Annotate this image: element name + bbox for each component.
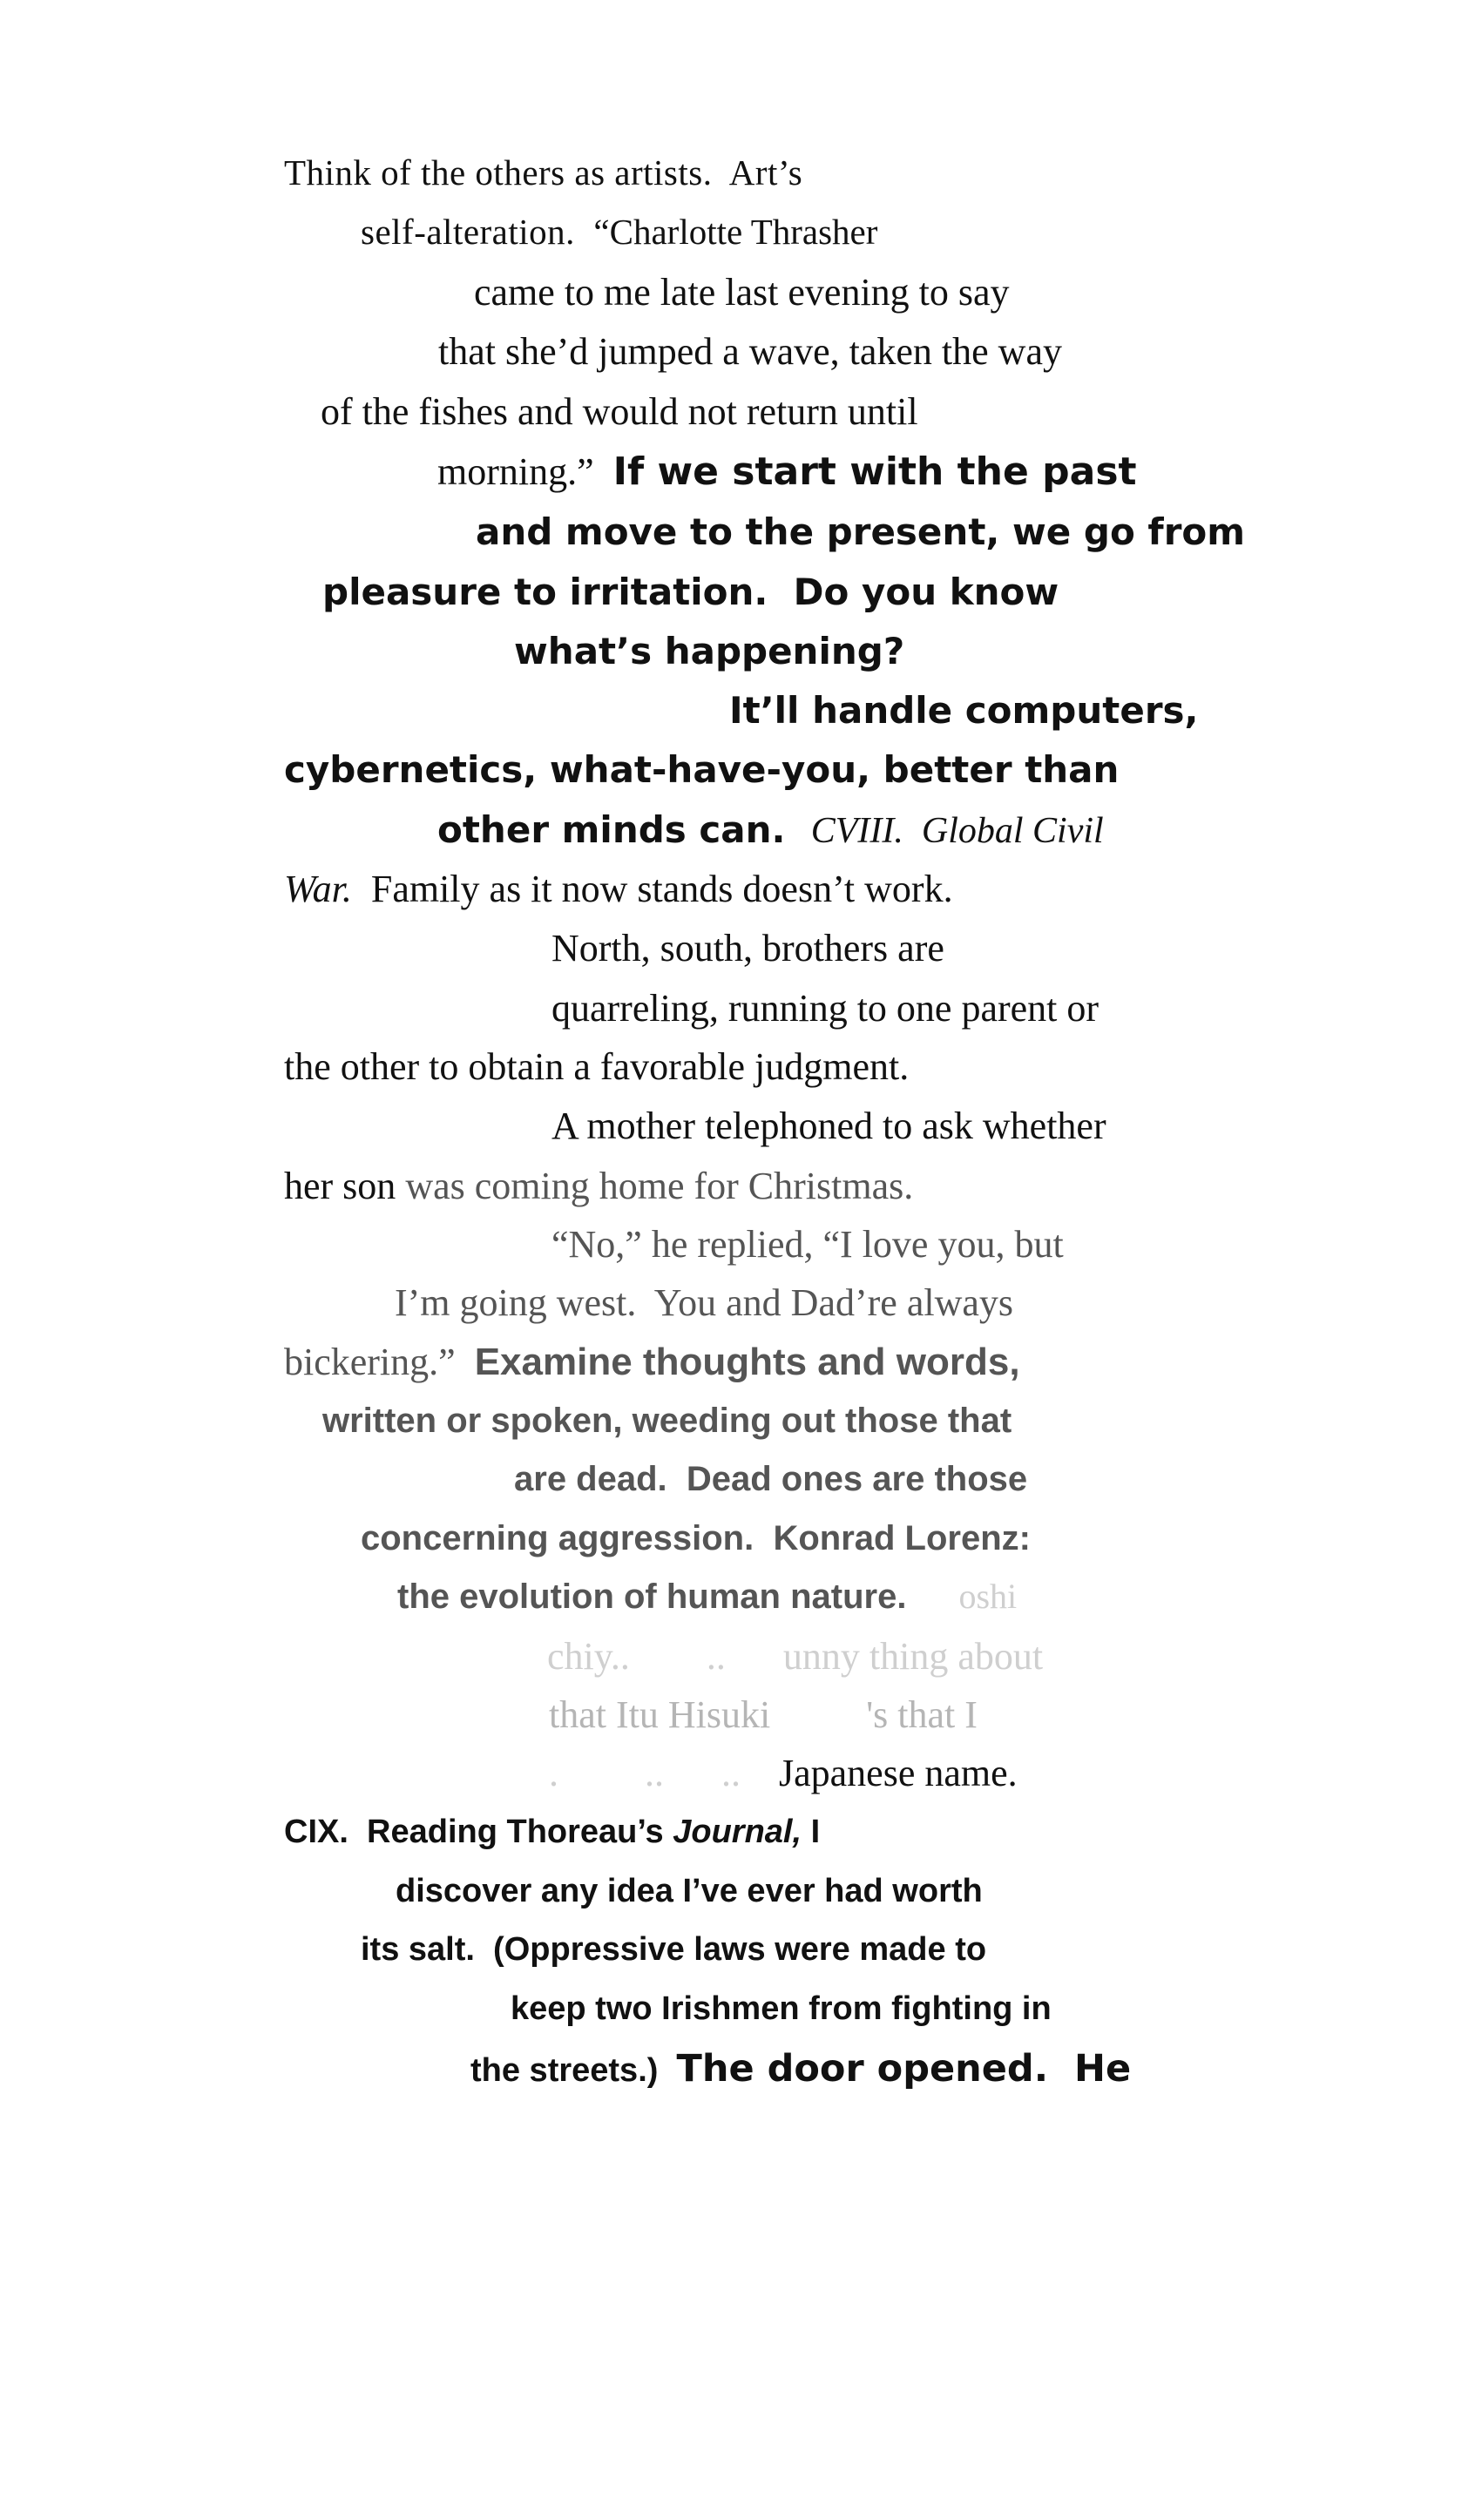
text-span: Journal, <box>673 1814 802 1850</box>
text-span: It’ll handle computers, <box>729 689 1199 732</box>
text-line <box>361 214 877 250</box>
text-span: The door opened. He <box>676 2047 1132 2091</box>
text-span: morning.” <box>437 450 613 493</box>
text-span: oshi <box>906 1577 1018 1616</box>
text-line <box>551 1223 1064 1266</box>
text-line <box>284 870 953 909</box>
text-span: North, south, brothers are <box>551 927 944 969</box>
text-line <box>361 1521 1031 1556</box>
text-span: quarreling, running to one parent or <box>551 987 1099 1030</box>
text-span: bickering.” <box>284 1341 475 1383</box>
text-span: Family as it now stands doesn’t work. <box>370 868 953 910</box>
text-span: CVIII. Global Civil <box>810 811 1104 851</box>
text-span: War. <box>284 868 371 910</box>
text-line <box>284 1343 1020 1382</box>
text-line <box>514 1462 1027 1496</box>
text-span: and move to the present, we go from <box>476 510 1246 553</box>
text-line <box>438 330 1062 373</box>
text-span: If we start with the past <box>612 449 1137 494</box>
text-span: keep two Irishmen from fighting in <box>511 1990 1052 2027</box>
text-line <box>284 152 803 193</box>
text-span: written or spoken, weeding out those that <box>322 1402 1012 1440</box>
text-span: its salt. (Oppressive laws were made to <box>361 1931 987 1968</box>
text-line <box>396 1875 983 1908</box>
text-span: self-alteration. <box>361 212 594 252</box>
text-line <box>284 748 1120 791</box>
text-span: pleasure to irritation. Do you know <box>322 571 1059 613</box>
text-line <box>437 449 1137 494</box>
text-line <box>395 1281 1013 1324</box>
text-span: Examine thoughts and words, <box>474 1341 1020 1383</box>
text-span: CIX. Reading Thoreau’s <box>284 1814 673 1850</box>
text-line <box>322 571 1059 613</box>
text-span: the evolution of human nature. <box>397 1578 907 1616</box>
text-line <box>437 808 1104 851</box>
text-span: Japanese name. <box>779 1752 1018 1794</box>
text-span: other minds can. <box>437 808 811 851</box>
text-span: that she’d jumped a wave, taken the way <box>438 330 1062 373</box>
text-line <box>284 1167 913 1206</box>
text-span: was coming home for Christmas. <box>405 1165 914 1207</box>
text-line <box>322 1403 1012 1438</box>
text-line <box>361 1933 986 1966</box>
text-line <box>551 929 944 968</box>
text-line <box>729 689 1199 732</box>
text-span: “Charlotte Thrasher <box>593 212 878 252</box>
text-span: came to me late last evening to say <box>474 271 1010 314</box>
text-span: the other to obtain a favorable judgment. <box>284 1045 910 1088</box>
text-span: are dead. Dead ones are those <box>514 1460 1028 1498</box>
text-span: I <box>802 1814 821 1850</box>
text-line <box>549 1693 978 1736</box>
text-span: her son <box>284 1165 406 1207</box>
text-line <box>551 987 1099 1030</box>
text-span: discover any idea I’ve ever had worth <box>396 1873 983 1909</box>
text-span: . .. .. <box>549 1752 779 1794</box>
text-line <box>474 271 1010 314</box>
text-span: concerning aggression. Konrad Lorenz: <box>361 1519 1031 1557</box>
text-line <box>284 1045 910 1088</box>
text-span: A mother telephoned to ask whether <box>551 1105 1106 1147</box>
text-line <box>549 1754 1018 1793</box>
text-line <box>284 1815 820 1848</box>
text-span: chiy.. .. unny thing about <box>547 1635 1044 1678</box>
text-span: “No,” he replied, “I love you, but <box>551 1223 1064 1266</box>
text-line <box>321 390 918 433</box>
text-line <box>511 1992 1052 2025</box>
text-span: the streets.) <box>470 2052 677 2089</box>
text-span: Think of the others as artists. Art’s <box>284 152 803 193</box>
text-line <box>476 510 1246 553</box>
text-span: of the fishes and would not return until <box>321 390 918 433</box>
text-span: I’m going west. You and Dad’re always <box>395 1281 1013 1324</box>
text-span: what’s happening? <box>514 630 905 672</box>
text-line <box>470 2047 1132 2091</box>
text-line <box>514 630 905 672</box>
text-span: that Itu Hisuki 's that I <box>549 1693 978 1736</box>
text-line <box>547 1635 1044 1678</box>
text-line <box>397 1579 1017 1614</box>
text-span: cybernetics, what-have-you, better than <box>284 748 1120 791</box>
text-line <box>551 1107 1106 1145</box>
